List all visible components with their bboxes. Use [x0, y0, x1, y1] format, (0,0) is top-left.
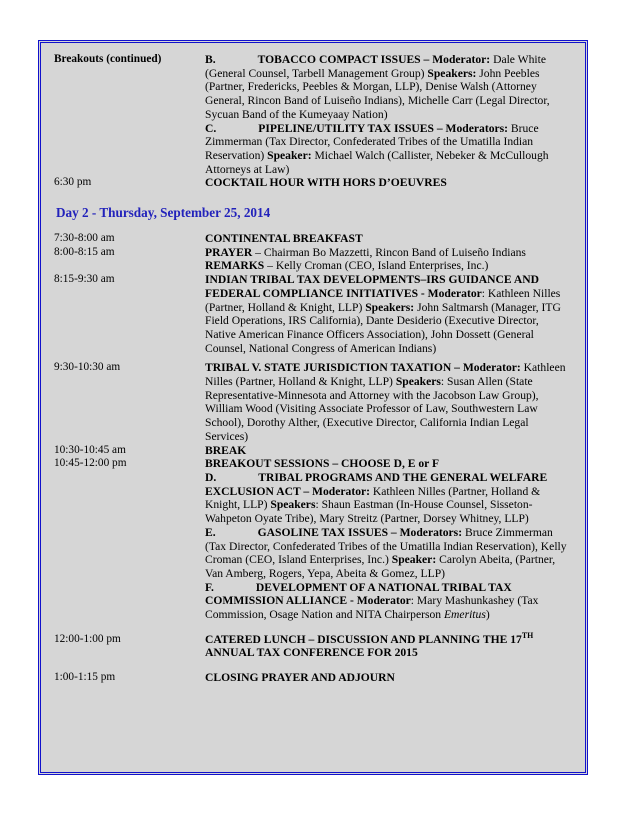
- item-b-title: TOBACCO COMPACT ISSUES – Moderator:: [257, 53, 491, 66]
- item-b-letter: B.: [205, 53, 216, 66]
- item-f-emeritus: Emeritus: [443, 608, 486, 622]
- agenda-time-catered-lunch: 12:00-1:00 pm: [54, 632, 121, 645]
- jurisdiction-taxation-moderator: Kathleen Nilles (Partner, Holland & Knight, LLP): [205, 361, 566, 389]
- spacer-before-day2: [54, 190, 572, 205]
- jurisdiction-taxation-title: TRIBAL V. STATE JURISDICTION TAXATION – Moderator:: [205, 361, 521, 375]
- document-page-frame: [38, 40, 588, 775]
- remarks-label: REMARKS: [205, 259, 265, 273]
- tribal-tax-developments-speakers-label: Speakers:: [365, 300, 415, 314]
- document-content-area: [44, 46, 582, 769]
- agenda-time-breakouts-continued: Breakouts (continued): [54, 53, 162, 65]
- agenda-row-break: [54, 444, 572, 458]
- item-c-letter: C.: [205, 121, 217, 135]
- agenda-row-catered-lunch: [54, 630, 572, 660]
- agenda-time-cocktail-hour: 6:30 pm: [54, 176, 92, 189]
- jurisdiction-taxation-speakers-label: Speakers: [395, 375, 441, 389]
- agenda-row-prayer-remarks: [54, 246, 572, 273]
- item-b-moderator: Dale White (General Counsel, Tarbell Management Group): [205, 53, 546, 80]
- item-d-speakers-label: Speakers: [270, 498, 316, 512]
- agenda-row-breakouts-continued: [54, 53, 572, 176]
- agenda-time-jurisdiction-taxation: 9:30-10:30 am: [54, 361, 121, 374]
- agenda-detail-tribal-tax-developments: [205, 273, 572, 355]
- agenda-detail-break: [205, 444, 572, 458]
- item-d-speakers: : Shaun Eastman (In-House Counsel, Sisseton-Wahpeton Oyate Tribe), Mary Streitz (Partner, Dorsey Whitney, LLP): [205, 498, 533, 526]
- break-title: BREAK: [205, 443, 247, 457]
- agenda-time-tribal-tax-developments: 8:15-9:30 am: [54, 273, 115, 286]
- agenda-row-cocktail-hour: [54, 176, 572, 190]
- closing-prayer-title: CLOSING PRAYER AND ADJOURN: [205, 671, 395, 685]
- agenda-row-jurisdiction-taxation: [54, 361, 572, 443]
- item-d-letter: D.: [205, 470, 217, 484]
- catered-lunch-ordinal-suffix: TH: [521, 630, 534, 640]
- tribal-tax-developments-speakers: John Saltmarsh (Manager, ITG Field Operations, IRS California), Dante Desiderio (Executive Director, Native American Finance Officers Association), John Dossett (General Counsel, National Congress of American Indians): [205, 300, 561, 355]
- item-c-speaker: Michael Walch (Callister, Nebeker & McCullough Attorneys at Law): [205, 148, 549, 176]
- agenda-detail-continental-breakfast: [205, 232, 572, 246]
- day2-heading: Day 2 - Thursday, September 25, 2014: [56, 205, 271, 221]
- agenda-time-breakout-sessions: 10:45-12:00 pm: [54, 457, 127, 470]
- prayer-text: – Chairman Bo Mazzetti, Rincon Band of Luiseño Indians: [252, 245, 526, 259]
- item-d-title: TRIBAL PROGRAMS AND THE GENERAL WELFARE EXCLUSION ACT – Moderator:: [205, 470, 548, 498]
- agenda-row-continental-breakfast: [54, 232, 572, 246]
- item-e-speaker-label: Speaker:: [391, 553, 437, 567]
- spacer-before-lunch: [54, 622, 572, 633]
- agenda-detail-jurisdiction-taxation: [205, 361, 572, 443]
- tribal-tax-developments-moderator-label: Moderator: [424, 286, 482, 300]
- item-c-title: PIPELINE/UTILITY TAX ISSUES – Moderators:: [258, 121, 509, 135]
- item-c-speaker-label: Speaker:: [267, 148, 312, 162]
- prayer-label: PRAYER: [205, 245, 253, 259]
- agenda-detail-cocktail-hour: [205, 176, 572, 190]
- jurisdiction-taxation-speakers: : Susan Allen (State Representative-Minnesota and Attorney with the Jacobson Law Group), William Wood (Visiting Associate Professor of Law, Southwestern Law School), Dorothy Alther, (Executive Director, California Indian Legal Services): [205, 375, 539, 443]
- agenda-detail-catered-lunch: [205, 630, 572, 660]
- agenda-time-closing-prayer: 1:00-1:15 pm: [54, 671, 116, 684]
- agenda-row-breakout-sessions: [54, 457, 572, 621]
- agenda-time-prayer-remarks: 8:00-8:15 am: [54, 245, 115, 258]
- catered-lunch-title: [205, 630, 534, 660]
- item-b-speakers: John Peebles (Partner, Fredericks, Peebles & Morgan, LLP), Denise Walsh (Attorney General, Rincon Band of Luiseño Indians), Michelle Carr (Legal Director, Sycuan Band of the Kumeyaay Nation): [205, 66, 550, 121]
- item-b-speakers-label: Speakers:: [427, 66, 477, 80]
- tribal-tax-developments-title: INDIAN TRIBAL TAX DEVELOPMENTS–IRS GUIDANCE AND FEDERAL COMPLIANCE INITIATIVES -: [205, 273, 540, 300]
- spacer-after-day2: [54, 221, 572, 232]
- item-f-title: DEVELOPMENT OF A NATIONAL TRIBAL TAX COMMISSION ALLIANCE - Moderator: [205, 580, 512, 608]
- catered-lunch-title-pre: CATERED LUNCH – DISCUSSION AND PLANNING THE 17: [205, 632, 522, 646]
- agenda-time-break: 10:30-10:45 am: [54, 443, 126, 456]
- agenda-detail-closing-prayer: [205, 671, 572, 685]
- item-e-title: GASOLINE TAX ISSUES – Moderators:: [257, 525, 463, 539]
- continental-breakfast-title: CONTINENTAL BREAKFAST: [205, 232, 363, 246]
- item-e-moderators: Bruce Zimmerman (Tax Director, Confederated Tribes of the Umatilla Indian Reservation), Kelly Croman (CEO, Island Enterprises, Inc.): [205, 525, 567, 567]
- item-d-moderator: Kathleen Nilles (Partner, Holland & Knight, LLP): [205, 484, 541, 512]
- agenda-time-continental-breakfast: 7:30-8:00 am: [54, 232, 115, 245]
- item-f-moderator: : Mary Mashunkashey (Tax Commission, Osage Nation and NITA Chairperson: [205, 594, 539, 622]
- remarks-text: – Kelly Croman (CEO, Island Enterprises, Inc.): [264, 259, 489, 273]
- item-e-letter: E.: [205, 525, 216, 539]
- agenda-detail-prayer-remarks: [205, 246, 572, 273]
- item-f-letter: F.: [205, 580, 214, 594]
- spacer-before-closing: [54, 660, 572, 671]
- agenda-detail-breakouts-continued: [205, 53, 572, 176]
- tribal-tax-developments-moderator: : Kathleen Nilles (Partner, Holland & Knight, LLP): [205, 286, 561, 314]
- catered-lunch-title-post: ANNUAL TAX CONFERENCE FOR 2015: [205, 646, 418, 660]
- item-f-tail: ): [485, 608, 490, 622]
- item-c-moderators: Bruce Zimmerman (Tax Director, Confederated Tribes of the Umatilla Indian Reservation): [205, 121, 539, 162]
- cocktail-title: COCKTAIL HOUR WITH HORS D’OEUVRES: [205, 176, 447, 190]
- item-e-speaker: Carolyn Abeita, (Partner, Van Amberg, Rogers, Yepa, Abeita & Gomez, LLP): [205, 553, 556, 580]
- agenda-row-tribal-tax-developments: [54, 273, 572, 355]
- breakout-sessions-header: BREAKOUT SESSIONS – CHOOSE D, E or F: [205, 457, 440, 471]
- agenda-row-closing-prayer: [54, 671, 572, 685]
- agenda-detail-breakout-sessions: [205, 457, 572, 621]
